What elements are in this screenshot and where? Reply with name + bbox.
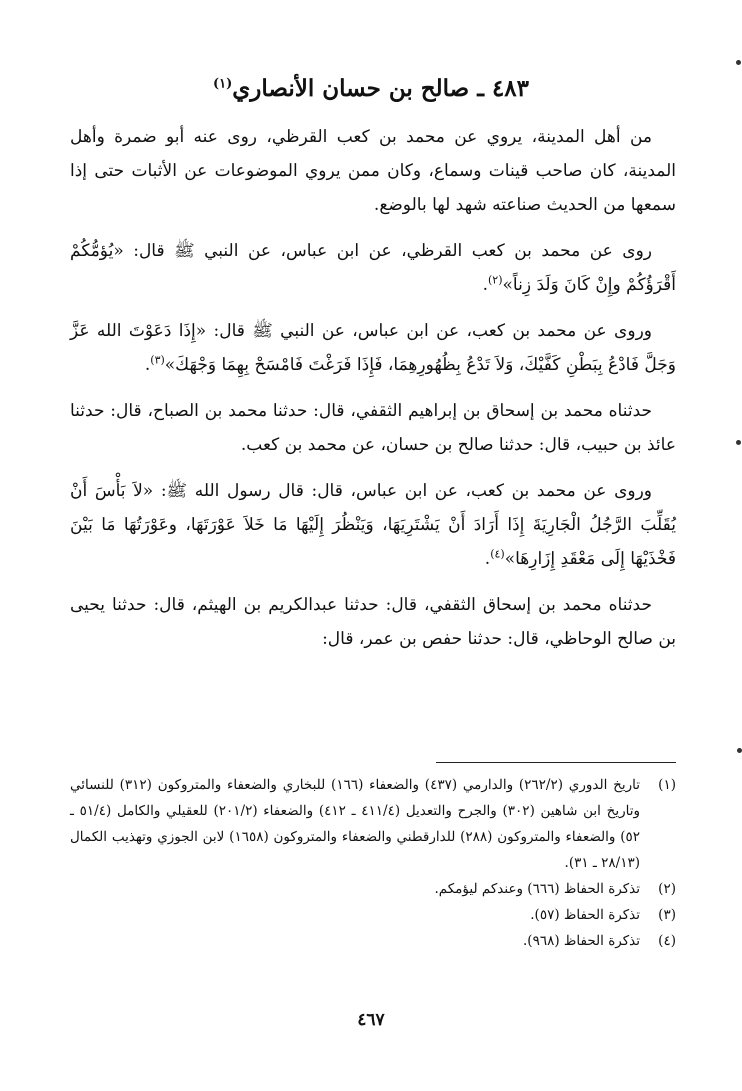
paragraph-hadith-1: روى عن محمد بن كعب القرظي، عن ابن عباس، عن النبي ﷺ قال: «يُؤمُّكُمْ أَقْرَؤُكُمْ وإِنْ كَانَ وَلَدَ زِناً»$^{(٢)}$. [70,241,676,295]
footnote-text: تذكرة الحفاظ (٥٧). [530,907,640,923]
entry-title-text: ٤٨٣ ـ صالح بن حسان الأنصاري [232,75,530,102]
scan-speck [736,440,741,445]
footnote-ref-3: (٣) [150,353,165,367]
footnote-text: تذكرة الحفاظ (٦٦٦) وعندكم ليؤمكم. [434,881,640,897]
page-number: ٤٦٧ [357,1010,385,1030]
footnote-number: (٢) [658,881,676,897]
footnote-text: تاريخ الدوري (٢٦٢/٢) والدارمي (٤٣٧) والضعفاء (١٦٦) للبخاري والضعفاء والمتروكون (٣١٢) للنسائي وتاريخ ابن شاهين (٣٠٢) والجرح والتعديل (٤١١/٤ ـ ٤١٢) والضعفاء (٢٠١/٢) للعقيلي والكامل (٥١/٤ ـ ٥٢) والضعفاء والمتروكون (٢٨٨) للدارقطني والضعفاء والمتروكون (١٦٥٨) لابن الجوزي وتهذيب الكمال (٢٨/١٣ ـ ٣١). [70,777,640,871]
title-footnote-ref: (١) [212,76,233,92]
footnotes [70,772,676,954]
footnote-number: (١) [658,777,676,793]
footnote-3 [70,902,676,928]
footnote-number: (٤) [658,933,676,949]
footnote-2 [70,876,676,902]
paragraph-intro: من أهل المدينة، يروي عن محمد بن كعب القرظي، روى عنه أبو ضمرة وأهل المدينة، كان صاحب قينات وسماع، وكان ممن يروي الموضوعات عن الأثبات حتى إذا سمعها من الحديث صناعته شهد لها بالوضع. [70,127,676,215]
paragraph-isnad-2: حدثناه محمد بن إسحاق الثقفي، قال: حدثنا عبدالكريم بن الهيثم، قال: حدثنا يحيى بن صالح الوحاظي، قال: حدثنا حفص بن عمر، قال: [70,595,676,649]
footnote-number: (٣) [658,907,676,923]
paragraph-isnad-1: حدثناه محمد بن إسحاق بن إبراهيم الثقفي، قال: حدثنا محمد بن الصباح، قال: حدثنا عائذ بن حبيب، قال: حدثنا صالح بن حسان، عن محمد بن كعب. [70,401,676,455]
footnote-ref-2: (٢) [488,273,503,287]
footnote-4 [70,928,676,954]
footnote-text: تذكرة الحفاظ (٩٦٨). [523,933,640,949]
footnote-divider [436,762,676,763]
paragraph-hadith-2: وروى عن محمد بن كعب، عن ابن عباس، عن النبي ﷺ قال: «إِذَا دَعَوْتَ الله عَزَّ وَجَلَّ فَادْعُ بِبَطْنِ كَفَّيْكَ، وَلاَ تَدْعُ بِظُهُورِهِمَا، فَإِذَا فَرَغْتَ فَامْسَحْ بِهِمَا وَجْهَكَ»$^{(٣)}$. [70,321,676,375]
footnote-1 [70,772,676,876]
entry-title [70,72,672,106]
main-text [70,120,676,668]
footnote-ref-4: (٤) [490,547,505,561]
scan-speck [736,60,741,65]
paragraph-hadith-3: وروى عن محمد بن كعب، عن ابن عباس، قال: قال رسول الله ﷺ: «لاَ بَأْسَ أَنْ يُقَلِّبَ الرَّجُلُ الْجَارِيَةَ إِذَا أَرَادَ أَنْ يَشْتَرِيَهَا، وَيَنْظُرَ إِلَيْهَا مَا خَلاَ عَوْرَتَهَا، وعَوْرَتُهَا مَا بَيْنَ فَخْذَيْهَا إِلَى مَعْقَدِ إِزَارِهَا»$^{(٤)}$. [70,481,676,569]
scan-speck [737,748,742,753]
